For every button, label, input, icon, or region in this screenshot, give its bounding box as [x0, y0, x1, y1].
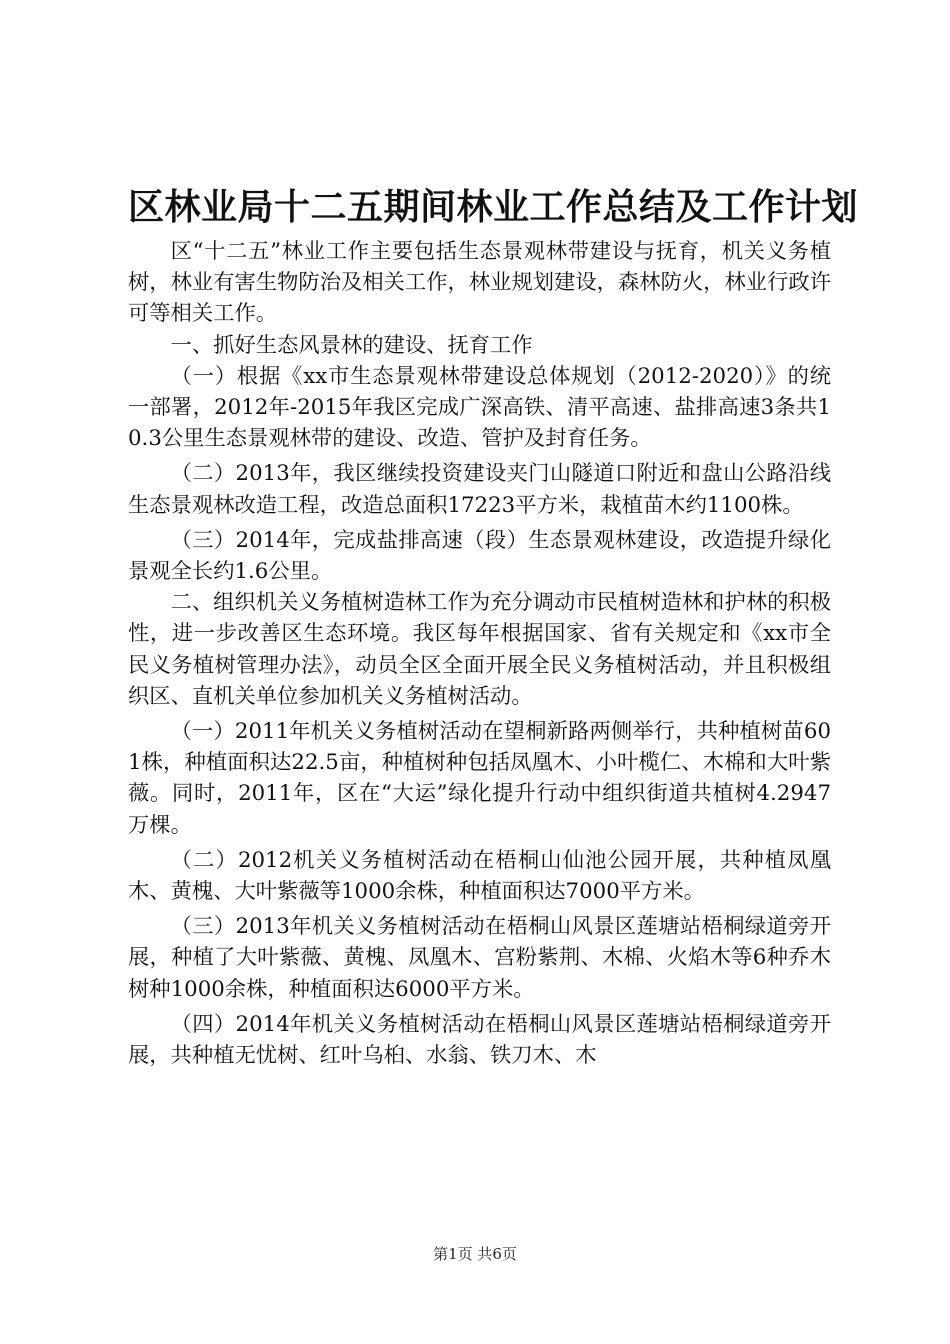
document-body: [128, 236, 831, 1071]
paragraph-2-2: （二）2012机关义务植树活动在梧桐山仙池公园开展，共种植凤凰木、黄槐、大叶紫薇等1000余株，种植面积达7000平方米。: [128, 847, 831, 905]
paragraph-1-3: （三）2014年，完成盐排高速（段）生态景观林建设，改造提升绿化景观全长约1.6公里。: [128, 527, 831, 585]
paragraph-1-1: （一）根据《xx市生态景观林带建设总体规划（2012-2020）》的统一部署，2012年-2015年我区完成广深高铁、清平高速、盐排高速3条共10.3公里生态景观林带的建设、改造、管护及封育任务。: [128, 363, 831, 452]
paragraph-2-1: （一）2011年机关义务植树活动在望桐新路两侧举行，共种植树苗601株，种植面积达22.5亩，种植树种包括凤凰木、小叶榄仁、木棉和大叶紫薇。同时，2011年，区在“大运”绿化提升行动中组织街道共植树4.2947万棵。: [128, 719, 831, 838]
paragraph-2-3: （三）2013年机关义务植树活动在梧桐山风景区莲塘站梧桐绿道旁开展，种植了大叶紫薇、黄槐、凤凰木、宫粉紫荆、木棉、火焰木等6种乔木树种1000余株，种植面积达6000平方米。: [128, 914, 831, 1002]
paragraph-intro: 区“十二五”林业工作主要包括生态景观林带建设与抚育，机关义务植树，林业有害生物防治及相关工作，林业规划建设，森林防火，林业行政许可等相关工作。: [128, 239, 831, 327]
paragraph-2-4: （四）2014年机关义务植树活动在梧桐山风景区莲塘站梧桐绿道旁开展，共种植无忧树、红叶乌桕、水翁、铁刀木、木: [128, 1011, 831, 1069]
section-heading-1: 一、抓好生态风景林的建设、抚育工作: [170, 332, 533, 358]
document-title: 区林业局十二五期间林业工作总结及工作计划: [128, 187, 859, 228]
paragraph-1-2: （二）2013年，我区继续投资建设夹门山隧道口附近和盘山公路沿线生态景观林改造工程，改造总面积17223平方米，栽植苗木约1100株。: [128, 461, 831, 518]
page-footer: 第1页 共6页: [433, 1245, 517, 1263]
section-heading-2: 二、组织机关义务植树造林工作为充分调动市民植树造林和护林的积极性，进一步改善区生态环境。我区每年根据国家、省有关规定和《xx市全民义务植树管理办法》，动员全区全面开展全民义务植树活动，并且积极组织区、直机关单位参加机关义务植树活动。: [128, 590, 831, 709]
